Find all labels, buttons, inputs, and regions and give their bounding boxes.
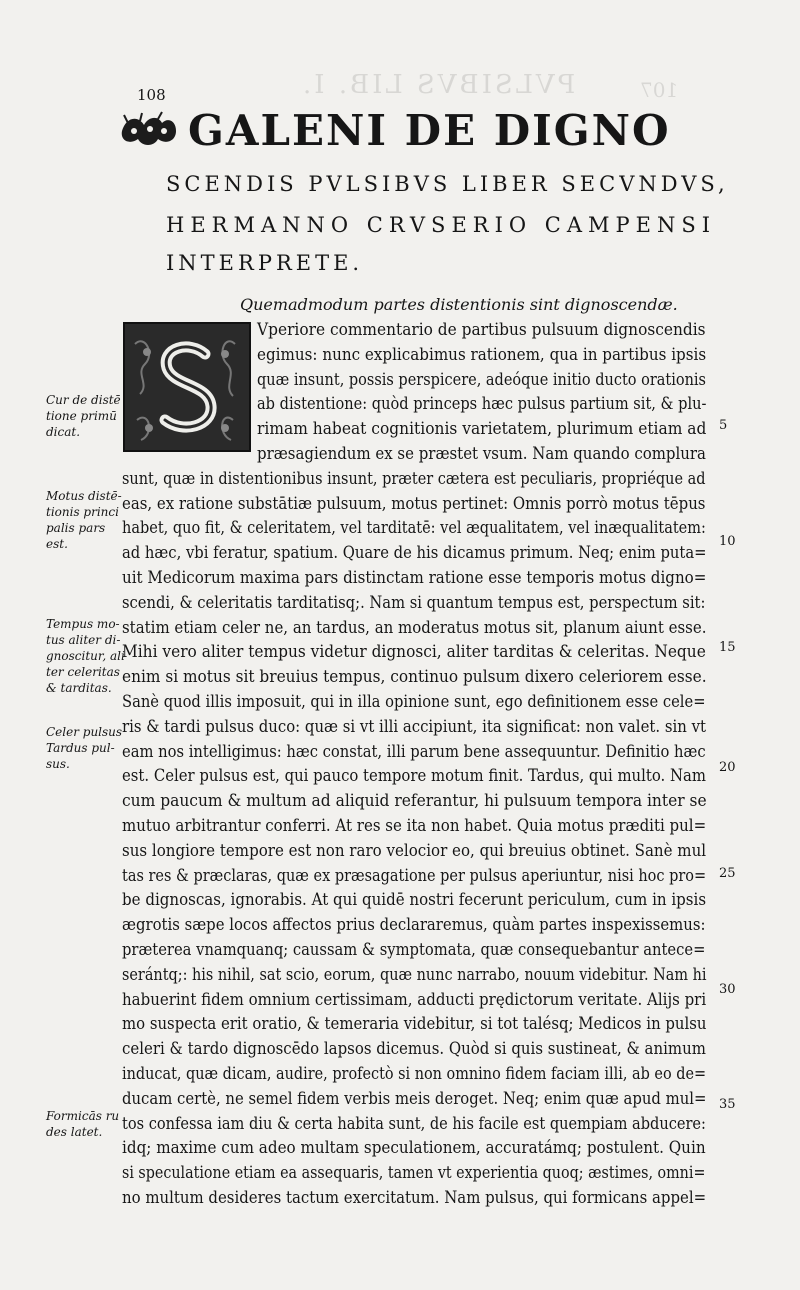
body-line: præterea vnamquanq; caussam & symptomata, quæ consequebantur antece= <box>122 940 706 960</box>
body-line: mo suspecta erit oratio, & temeraria videbitur, si tot talésq; Medicos in pulsu <box>122 1014 707 1035</box>
bleed-through-page-number: 107 <box>640 78 679 102</box>
body-line: be dignoscas, ignorabis. At qui quidē nostri fecerunt periculum, cum in ipsis <box>122 890 707 911</box>
marginal-note-line: gnoscitur, ali <box>46 649 125 663</box>
body-line: habet, quo fit, & celeritatem, vel tarditatē: vel æqualitatem, vel inæqualitatem: <box>122 518 706 539</box>
marginal-note <box>46 1108 119 1140</box>
body-line: Vperiore commentario de partibus pulsuum dignoscendis <box>257 320 706 340</box>
line-number: 5 <box>719 418 728 433</box>
body-line: ris & tardi pulsus duco: quæ si vt illi accipiunt, ita significat: non valet. sin vt <box>122 716 706 737</box>
marginal-note-line: ter celeritas <box>46 665 120 679</box>
body-line: habuerint fidem omnium certissimam, adducti prędictorum veritate. Alijs pri <box>122 989 707 1010</box>
marginal-note-line: Celer pulsus <box>46 725 123 739</box>
body-line: idq; maxime cum adeo multam speculationem, accuratámq; postulent. Quin <box>122 1138 706 1159</box>
body-line: celeri & tardo dignoscēdo lapsos dicemus. Quòd si quis sustineat, & animum <box>122 1039 706 1060</box>
marginal-note-line: Cur de distē <box>46 393 121 407</box>
line-number: 10 <box>719 534 736 549</box>
chapter-subtitle: Quemadmodum partes distentionis sint dignoscendæ. <box>240 295 678 314</box>
marginal-note-line: tus aliter di- <box>46 633 121 647</box>
body-line: inducat, quæ dicam, audire, profectò si non omnino fidem faciam illi, ab eo de= <box>122 1064 707 1084</box>
body-line: no multum desideres tactum exercitatum. Nam pulsus, qui formicans appel= <box>122 1188 707 1208</box>
body-line: est. Celer pulsus est, qui pauco tempore motum finit. Tardus, qui multo. Nam <box>122 766 706 787</box>
body-line: cum paucum & multum ad aliquid referantur, hi pulsuum tempora inter se <box>122 791 707 812</box>
body-line: eam nos intelligimus: hæc constat, illi parum bene assequuntur. Definitio hæc <box>122 741 706 762</box>
body-line: sunt, quæ in distentionibus insunt, præter cætera est peculiaris, propriéque ad <box>122 468 706 489</box>
body-line: Sanè quod illis imposuit, qui in illa opinione sunt, ego definitionem esse cele= <box>122 692 706 712</box>
body-line: sus longiore tempore est non raro velocior eo, qui breuius obtinet. Sanè mul <box>122 840 707 861</box>
line-number: 25 <box>719 866 736 881</box>
line-number: 15 <box>719 640 736 655</box>
title-line-3: HERMANNO CRVSERIO CAMPENSI <box>166 213 717 237</box>
title-line-2: SCENDIS PVLSIBVS LIBER SECVNDVS, <box>166 172 729 196</box>
body-line: statim etiam celer ne, an tardus, an moderatus motus sit, planum aiunt esse. <box>122 617 707 638</box>
body-line: enim si motus sit breuius tempus, continuo pulsum dixero celeriorem esse. <box>122 667 707 688</box>
marginal-note-line: sus. <box>46 757 70 771</box>
line-number: 35 <box>719 1097 736 1112</box>
body-line: ad hæc, vbi feratur, spatium. Quare de his dicamus primum. Neq; enim puta= <box>122 543 707 564</box>
marginal-note <box>46 392 121 440</box>
marginal-note-line: Tempus mo- <box>46 617 120 631</box>
marginal-note-line: Formicās ru <box>46 1109 120 1123</box>
body-line: Mihi vero aliter tempus videtur dignosci, aliter tarditas & celeritas. Neque <box>122 642 706 663</box>
decorated-initial-s-icon <box>123 322 251 452</box>
marginal-note-line: est. <box>46 537 68 551</box>
body-line: præsagiendum ex se præstet vsum. Nam quando complura <box>257 444 706 464</box>
marginal-note-line: Tardus pul- <box>46 741 115 755</box>
line-number: 20 <box>719 760 736 775</box>
body-line: quæ insunt, possis perspicere, adeóque initio ducto orationis <box>257 369 706 390</box>
body-line: rimam habeat cognitionis varietatem, plurimum etiam ad <box>257 419 707 440</box>
marginal-note-line: tione primū <box>46 409 117 423</box>
marginal-note-line: tionis princi <box>46 505 119 519</box>
title-line-1 <box>118 106 708 155</box>
body-line: ægrotis sæpe locos affectos prius declararemus, quàm partes inspexissemus: <box>122 915 706 936</box>
body-line: egimus: nunc explicabimus rationem, qua in partibus ipsis <box>257 344 707 365</box>
body-line: tas res & præclaras, quæ ex præsagatione per pulsus aperiuntur, nisi hoc pro= <box>122 865 707 886</box>
marginal-note <box>46 488 122 552</box>
body-line: tos confessa iam diu & certa habita sunt, de his facile est quempiam abducere: <box>122 1113 706 1134</box>
line-number: 30 <box>719 982 736 997</box>
marginal-note-line: des latet. <box>46 1125 103 1139</box>
body-line: eas, ex ratione substātiæ pulsuum, motus pertinet: Omnis porrò motus tēpus <box>122 493 706 514</box>
body-line: ducam certè, ne semel fidem verbis meis deroget. Neq; enim quæ apud mul= <box>122 1088 707 1109</box>
marginal-note-line: palis pars <box>46 521 106 535</box>
page-number: 108 <box>137 86 166 104</box>
title-line-4: INTERPRETE. <box>166 251 364 275</box>
marginal-note <box>46 616 125 696</box>
body-line: scendi, & celeritatis tarditatisq;. Nam si quantum tempus est, perspectum sit: <box>122 592 706 613</box>
marginal-note <box>46 724 122 772</box>
marginal-note-line: dicat. <box>46 425 81 439</box>
fleuron-ornament-icon <box>118 111 180 149</box>
marginal-note-line: & tarditas. <box>46 681 112 695</box>
body-line: ab distentione: quòd princeps hæc pulsus partium sit, & plu- <box>257 394 707 415</box>
body-line: mutuo arbitrantur conferri. At res se ita non habet. Quia motus præditi pul= <box>122 816 707 836</box>
marginal-note-line: Motus distē- <box>46 489 122 503</box>
title-text-1: GALENI DE DIGNO <box>188 106 671 155</box>
body-line: uit Medicorum maxima pars distinctam ratione esse temporis motus digno= <box>122 568 707 588</box>
body-line: si speculatione etiam ea assequaris, tamen vt experientia quoq; æstimes, omni= <box>122 1163 706 1184</box>
body-line: serántq;: his nihil, sat scio, eorum, quæ nunc narrabo, nouum videbitur. Nam hi <box>122 964 707 985</box>
bleed-through-header: PVLSIBVS LIB. I. <box>300 70 576 100</box>
